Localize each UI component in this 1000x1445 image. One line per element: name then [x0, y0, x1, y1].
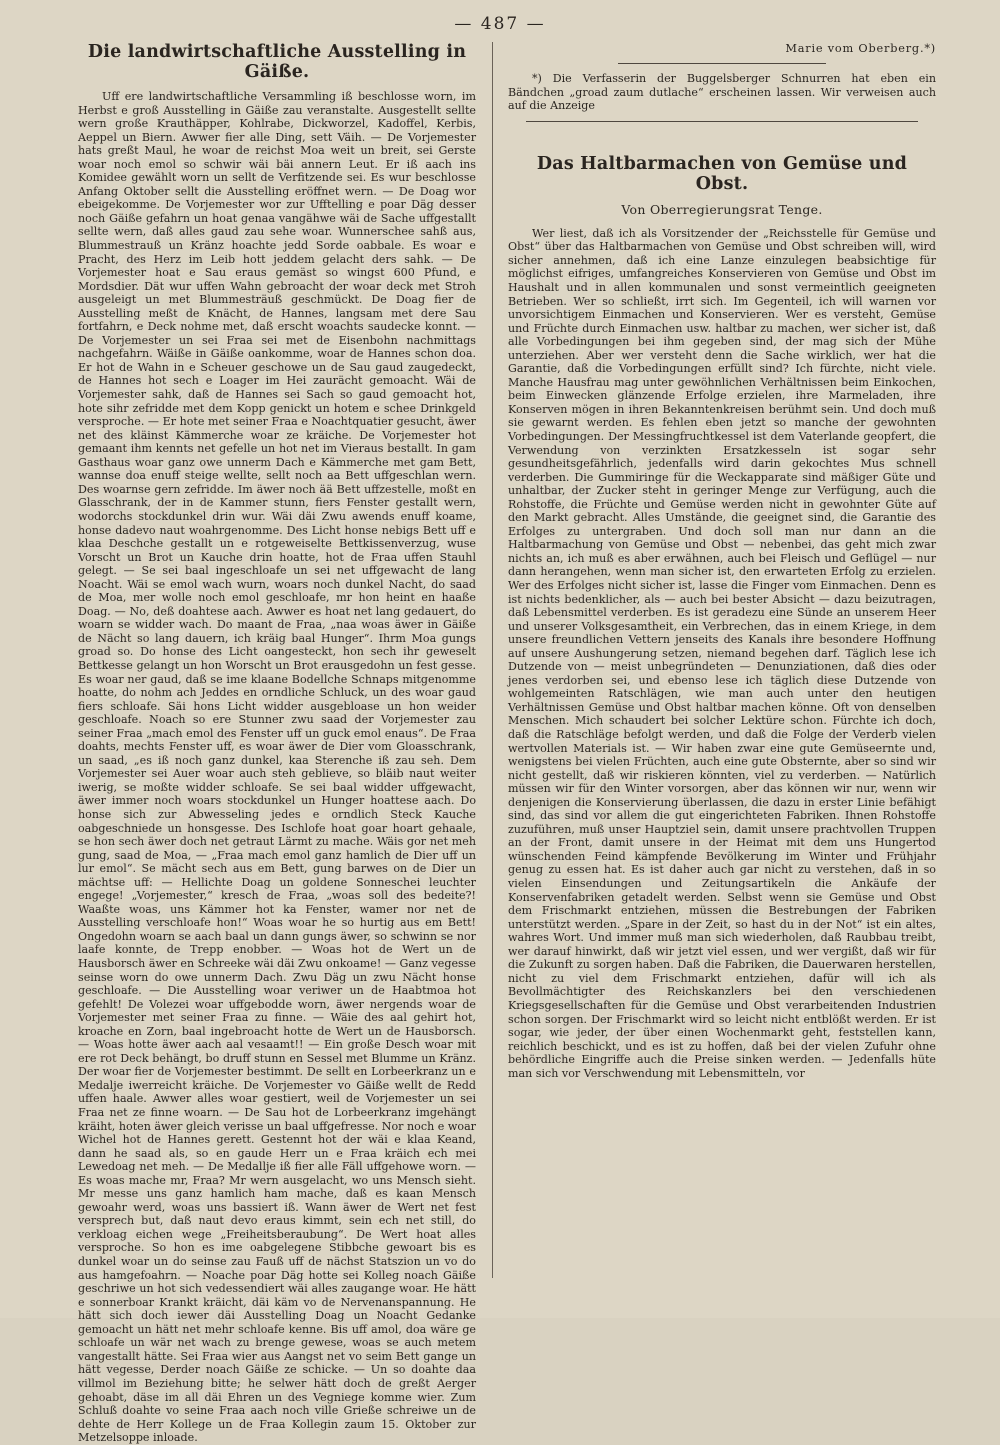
footnote-rule [618, 63, 826, 64]
author-signature: Marie vom Oberberg.*) [785, 42, 936, 55]
left-article-title: Die landwirtschaftliche Ausstelling in Gäiße. [87, 42, 467, 82]
column-divider [492, 42, 493, 1278]
right-article-byline: Von Oberregierungsrat Tenge. [621, 201, 823, 217]
left-column [78, 42, 476, 1445]
footnote: *) Die Verfasserin der Buggelsberger Schnurren hat eben ein Bändchen „groad zaum dutlache“ erscheinen lassen. Wir verweisen auch auf die Anzeige [508, 72, 936, 113]
right-article-text: Wer liest, daß ich als Vorsitzender der „Reichsstelle für Gemüse und Obst“ über das Haltbarmachen von Gemüse und Obst schreiben will, wird sicher annehmen, daß ich eine Lanze einzulegen beabsichtige für möglichst eifriges, umfangreiches Konservieren von Gemüse und Obst im Haushalt und in allen kommunalen und sonst vermeintlich geeigneten Betrieben. Wer so schließt, irrt sich. Im Gegenteil, ich will warnen vor unvorsichtigem Einmachen und Konservieren. Wer es versteht, Gemüse und Früchte durch Einmachen usw. haltbar zu machen, wer sicher ist, daß alle Vorbedingungen bei ihm gegeben sind, der mag sich der Mühe unterziehen. Aber wer versteht denn die Sache wirklich, wer hat die Garantie, daß die Vorbedingungen erfüllt sind? Ich fürchte, nicht viele. Manche Hausfrau mag unter gewöhnlichen Verhältnissen beim Einkochen, beim Einwecken glänzende Erfolge erzielen, ihre Marmeladen, ihre Konserven mögen in ihren Bekanntenkreisen berühmt sein. Und doch muß sie gewarnt werden. Es fehlen eben jetzt so manche der gewohnten Vorbedingungen. Der Messingfruchtkessel ist dem Vaterlande geopfert, die Verwendung von verzinkten Ersatzkesseln ist sogar sehr gesundheitsgefährlich, jedenfalls wird darin gekochtes Mus schnell verderben. Die Gummiringe für die Weckapparate sind mäßiger Güte und unhaltbar, der Zucker steht in geringer Menge zur Verfügung, auch die Rohstoffe, die Früchte und Gemüse werden nicht in gewohnter Güte auf den Markt gebracht. Alles Umstände, die geeignet sind, die Garantie des Erfolges zu untergraben. Und doch soll man nur dann an die Haltbarmachung von Gemüse und Obst — nebenbei, das geht mich zwar nichts an, ich muß es aber erwähnen, auch bei Fleisch und Geflügel — nur dann herangehen, wenn man sicher ist, den erwarteten Erfolg zu erzielen. Wer des Erfolges nicht sicher ist, lasse die Finger vom Einmachen. Denn es ist nichts bedenklicher, als — auch bei bester Absicht — dazu beizutragen, daß Lebensmittel verderben. Es ist geradezu eine Sünde an unserem Heer und unserer Volksgesamtheit, ein Verbrechen, das in einem Kriege, in dem unsere freundlichen Vettern jenseits des Kanals ihre besondere Hoffnung auf unsere Aushungerung setzen, niemand begehen darf. Täglich lese ich Dutzende von — meist unbegründeten — Denunziationen, daß dies oder jenes verdorben sei, und ebenso lese ich täglich diese Dutzende von wohlgemeinten Ratschlägen, wie man auch unter den heutigen Verhältnissen Gemüse und Obst haltbar machen könne. Oft von denselben Menschen. Mich schaudert bei solcher Lektüre schon. Fürchte ich doch, daß die Ratschläge befolgt werden, und daß die Folge der Verderb vielen wertvollen Materials ist. — Wir haben zwar eine gute Gemüseernte und, wenigstens bei vielen Früchten, auch eine gute Obsternte, aber so sind wir nicht gestellt, daß wir riskieren könnten, viel zu verderben. — Natürlich müssen wir für den Winter vorsorgen, aber das können wir nur, wenn wir denjenigen die Konservierung überlassen, die dazu in erster Linie befähigt sind, das sind vor allem die gut eingerichteten Fabriken. Ihnen Rohstoffe zuzuführen, muß unser Hauptziel sein, damit unsere prachtvollen Truppen an der Front, damit unsere in der Heimat mit dem uns Hungertod wünschenden Feind kämpfende Bevölkerung im Winter und Frühjahr genug zu essen hat. Es ist daher auch gar nicht zu verstehen, daß in so vielen Einsendungen und Zeitungsartikeln die Ankäufe der Konservenfabriken getadelt werden. Selbst wenn sie Gemüse und Obst dem Frischmarkt entziehen, müssen die Bestrebungen der Fabriken unterstützt werden. „Spare in der Zeit, so hast du in der Not“ ist ein altes, wahres Wort. Und immer muß man sich wiederholen, daß Raubbau treibt, wer darauf hinwirkt, daß wir jetzt viel essen, und wer vergißt, daß wir für die Zukunft zu sorgen haben. Daß die Fabriken, die Dauerwaren herstellen, nicht zu viel dem Frischmarkt entziehen, dafür will ich als Bevollmächtigter des Reichskanzlers bei den verschiedenen Kriegsgesellschaften für die Gemüse und Obst verarbeitenden Industrien schon sorgen. Der Frischmarkt wird so leicht nicht entblößt werden. Er ist sogar, wie jeder, der über einen Wochenmarkt geht, feststellen kann, reichlich beschickt, und es ist zu hoffen, daß bei der vielen Zufuhr ohne behördliche Eingriffe auch die Preise sinken werden. — Jedenfalls hüte man sich vor Verschwendung mit Lebensmitteln, vor [508, 226, 936, 1080]
article-separator [526, 121, 918, 122]
left-article-text: Uff ere landwirtschaftliche Versammling iß beschlosse worn, im Herbst e groß Ausstelling in Gäiße zau veranstalte. Ausgestellt sellte wern große Krauthäpper, Kohlrabe, Dickworzel, Kadoffel, Kerbis, Aeppel un Biern. Awwer fier alle Ding, sett Väih. — De Vorjemester hats greßt Maul, he woar de reichst Moa weit un breit, sei Gerste woar noch emol so schwir wäi bäi annern Leut. Er iß aach ins Komidee gewählt worn un sellt de Verfitzende sei. Es wur beschlosse Anfang Oktober sellt die Ausstelling eröffnet wern. — De Doag wor ebeigekomme. De Vorjemester wor zur Ufftelling e poar Däg desser noch Gäiße gefahrn un hoat genaa vangähwe wäi de Sache uffgestallt sellte wern, daß alles gaud zau sehe woar. Wunnerschee sahß aus, Blummestrauß un Kränz hoachte jedd Sorde oabbale. Es woar e Pracht, des Herz im Leib hott jeddem gelacht ders sahk. — De Vorjemester hoat e Sau eraus gemäst so wingst 600 Pfund, e Mordsdier. Dät wur uffen Wahn gebroacht der woar deck met Stroh ausgeleigt un met Blummesträuß geschmückt. De Doag fier de Ausstelling meßt de Knächt, de Hannes, langsam met dere Sau fortfahrn, e Deck nohme met, daß erscht woachts saudecke konnt. — De Vorjemester un sei Fraa sei met de Eisenbohn nachmittags nachgefahrn. Wäiße in Gäiße oankomme, woar de Hannes schon doa. Er hot de Wahn in e Scheuer geschowe un de Sau gaud zaugedeckt, de Hannes hot sech e Loager im Hei zaurächt gemoacht. Wäi de Vorjemester sahk, daß de Hannes sei Sach so gaud gemoacht hot, hote sihr zefridde met dem Kopp genickt un hotem e schee Drinkgeld versproche. — Er hote met seiner Fraa e Noachtquatier gesucht, äwer net des kläinst Kämmerche woar ze kräiche. De Vorjemester hot gemaant ihm kennts net gefelle un hot net im Vieraus bestallt. In gam Gasthaus woar ganz owe unnerm Dach e Kämmerche met gam Bett, wannse doa enuff steige wellte, sellt noch aa Bett uffgeschlan wern. Des woarnse gern zefridde. Im äwer noch ää Bett uffzestelle, moßt en Glasschrank, der in de Kammer stunn, fiers Fenster gestallt wern, wodorchs stockdunkel drin wur. Wäi däi Zwu awends enuff koame, honse dadevo naut woahrgenomme. Des Licht honse nebigs Bett uff e klaa Deschche gestallt un e rotgeweiselte Bettkissenverzug, wuse Vorscht un Brot un Kauche drin hoatte, hot de Fraa uffen Stauhl gelegt. — Se sei baal ingeschloafe un sei net uffgewacht de lang Noacht. Wäi se emol wach wurn, woars noch dunkel Nacht, do saad de Moa, mer wolle noch emol geschloafe, mr hon heint en haaße Doag. — No, deß doahtese aach. Awwer es hoat net lang gedauert, do woarn se widder wach. Do maant de Fraa, „naa woas äwer in Gäiße de Nächt so lang dauern, ich kräig baal Hunger“. Ihrm Moa gungs groad so. Do honse des Licht oangesteckt, hon sech ihr geweselt Bettkesse gelangt un hon Worscht un Brot erausgedohn un fest gesse. Es woar ner gaud, daß se ime klaane Bodellche Schnaps mitgenomme hoatte, do nohm ach Jeddes en orndliche Schluck, un des woar gaud fiers schloafe. Säi hons Licht widder ausgebloase un hon weider geschloafe. Noach so ere Stunner zwu saad der Vorjemester zau seiner Fraa „mach emol des Fenster uff un guck emol enaus“. De Fraa doahts, mechts Fenster uff, es woar äwer de Dier vom Gloasschrank, un saad, „es iß noch ganz dunkel, kaa Sterenche iß zau seh. Dem Vorjemester sei Auer woar auch steh geblieve, so bläib naut weiter iwerig, se moßte widder schloafe. Se sei baal widder uffgewacht, äwer immer noch woars stockdunkel un Hunger hoattese aach. Do honse sich zur Abwesseling jedes e orndlich Steck Kauche oabgeschniede un honsgesse. Des Ischlofe hoat goar hoart gehaale, se hon sech äwer doch net getraut Lärmt zu mache. Wäis gor net meh gung, saad de Moa, — „Fraa mach emol ganz hamlich de Dier uff un lur emol“. Se mächt sech aus em Bett, gung barwes on de Dier un mächtse uff: — Hellichte Doag un goldene Sonneschei leuchter engege! „Vorjemester,“ kresch de Fraa, „woas soll des bedeite?! Waaßte woas, uns Kämmer hot ka Fenster, wamer nor net de Ausstelling verschloafe hon!“ Woas woar he so hurtig aus em Bett! Ongedohn woarn se aach baal un dann gungs äwer, so schwinn se nor laafe konnte, de Trepp enobber. — Woas hot de Wert un de Hausborsch äwer en Schreeke wäi däi Zwu onkoame! — Ganz vegesse seinse worn do owe unnerm Dach. Zwu Däg un zwu Nächt honse geschloafe. — Die Ausstelling woar veriwer un de Haabtmoa hot gefehlt! De Volezei woar uffgebodde worn, äwer nergends woar de Vorjemester met seiner Fraa zu finne. — Wäie des aal gehirt hot, kroache en Zorn, baal ingebroacht hotte de Wert un de Hausborsch. — Woas hotte äwer aach aal vesaamt!! — Ein große Desch woar mit ere rot Deck behängt, bo druff stunn en Sessel met Blumme un Kränz. Der woar fier de Vorjemester bestimmt. De sellt en Lorbeerkranz un e Medalje iwerreicht kräiche. De Vorjemester vo Gäiße wellt de Redd uffen haale. Awwer alles woar gestiert, weil de Vorjemester un sei Fraa net ze finne woarn. — De Sau hot de Lorbeerkranz imgehängt kräiht, hoten äwer gleich verisse un baal uffgefresse. Nor noch e woar Wichel hot de Hannes gerett. Gestennt hot der wäi e klaa Keand, dann he saad als, so en gaude Herr un e Fraa kräich ech mei Lewedoag net meh. — De Medallje iß fier alle Fäll uffgehowe worn. — Es woas mache mr, Fraa? Mr wern ausgelacht, wo uns Mensch sieht. Mr messe uns ganz hamlich ham mache, daß es kaan Mensch gewoahr werd, woas uns bassiert iß. Wann äwer de Wert net fest versprech but, daß naut devo eraus kimmt, sein ech net still, do verkloag eichen wege „Freiheitsberaubung“. De Wert hoat alles versproche. So hon es ime oabgelegene Stibbche gewoart bis es dunkel woar un do seinse zau Fauß uff de nächst Statszion un vo do aus hamgefoahrn. — Noache poar Däg hotte sei Kolleg noach Gäiße geschriwe un hot sich vedessendiert wäi alles zaugange woar. He hätt e sonnerboar Krankt kräicht, däi käm vo de Nervenanspannung. He hätt sich doch iewer däi Ausstelling Doag un Noacht Gedanke gemoacht un hätt net mehr schloafe kenne. Bis uff amol, doa wäre ge schloafe un wär net wach zu brenge gewese, woas se auch metem vangestallt hätte. Sei Fraa wier aus Aangst net vo seim Bett gange un hätt vegesse, Derder noach Gäiße ze schicke. — Un so doahte daa villmol im Beziehung bitte; he selwer hätt doch de greßt Aerger gehoabt, däse im all däi Ehren un des Vegniege komme wier. Zum Schluß doahte vo seine Fraa aach noch ville Grieße schreiwe un de dehte de Herr Kollege un de Fraa Kollegin zaum 15. Oktober zur Metzelsoppe inloade. [78, 90, 476, 1445]
right-article-title: Das Haltbarmachen von Gemüse und Obst. [536, 153, 908, 194]
separator-space [508, 130, 936, 154]
page-number: — 487 — [454, 14, 546, 34]
right-column [508, 42, 936, 1278]
